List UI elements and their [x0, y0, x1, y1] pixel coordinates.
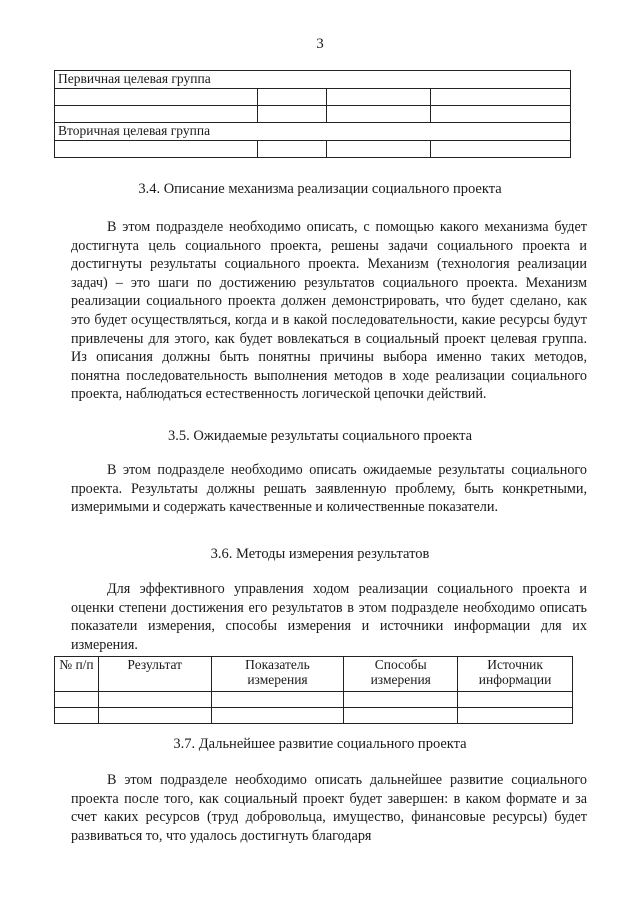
page-number: 3 — [316, 36, 324, 52]
primary-target-group-label: Первичная целевая группа — [55, 71, 571, 89]
table-cell — [55, 692, 99, 708]
table-cell — [327, 89, 431, 106]
table-cell — [257, 89, 327, 106]
table-cell — [344, 692, 458, 708]
col-header-methods: Способы измерения — [344, 657, 458, 692]
target-groups-table — [54, 70, 571, 158]
table-cell — [458, 708, 573, 724]
col-header-number: № п/п — [55, 657, 99, 692]
table-cell — [55, 89, 258, 106]
section-3-7-paragraph: В этом подразделе необходимо описать дальнейшее развитие социального проекта после того, как социальный проект будет завершен: в каком формате и за счет каких ресурсов (труд добровольца, имущество, финансовые ресурсы) будет развиваться то, что удалось достигнуть благодаря — [71, 772, 587, 844]
section-3-7-heading: 3.7. Дальнейшее развитие социального проекта — [173, 736, 467, 752]
table-cell — [344, 708, 458, 724]
section-3-4-heading: 3.4. Описание механизма реализации социального проекта — [138, 181, 502, 197]
section-3-5-heading: 3.5. Ожидаемые результаты социального проекта — [167, 428, 473, 444]
table-cell — [458, 692, 573, 708]
table-cell — [98, 708, 211, 724]
section-3-6-heading: 3.6. Методы измерения результатов — [210, 546, 430, 562]
col-header-source: Источник информации — [458, 657, 573, 692]
col-header-indicator: Показатель измерения — [211, 657, 344, 692]
table-cell — [211, 708, 344, 724]
table-cell — [431, 89, 571, 106]
section-3-4-paragraph: В этом подразделе необходимо описать, с помощью какого механизма будет достигнута цель социального проекта, решены задачи социального проекта и достигнуты результаты социального проекта. Механизм (технология реализации задач) – это шаги по достижению результатов социального проекта. Механизм реализации социального проекта должен демонстрировать, что будет сделано, как это будет осуществляться, когда и в какой последовательности, какие ресурсы будут привлечены для этого, как будет вовлекаться в социальный проект целевая группа. Из описания должны быть понятны причины выбора именно таких методов, понятна последовательность выполнения методов в ходе реализации социального проекта, наблюдаться естественность логической цепочки действий. — [71, 219, 587, 403]
table-cell — [257, 141, 327, 158]
section-3-6-paragraph: Для эффективного управления ходом реализации социального проекта и оценки степени достижения его результатов в этом подразделе необходимо описать показатели измерения, способы измерения и источники информации для их измерения. — [71, 581, 587, 653]
section-3-5-paragraph: В этом подразделе необходимо описать ожидаемые результаты социального проекта. Результаты должны решать заявленную проблему, быть конкретными, измеримыми и содержать качественные и количественные показатели. — [71, 462, 587, 516]
table-cell — [327, 141, 431, 158]
table-cell — [98, 692, 211, 708]
measurement-methods-table — [54, 656, 573, 724]
table-cell — [211, 692, 344, 708]
table-cell — [257, 106, 327, 123]
table-cell — [431, 141, 571, 158]
col-header-result: Результат — [98, 657, 211, 692]
table-cell — [431, 106, 571, 123]
table-cell — [327, 106, 431, 123]
table-cell — [55, 106, 258, 123]
table-cell — [55, 141, 258, 158]
table-cell — [55, 708, 99, 724]
secondary-target-group-label: Вторичная целевая группа — [55, 123, 571, 141]
